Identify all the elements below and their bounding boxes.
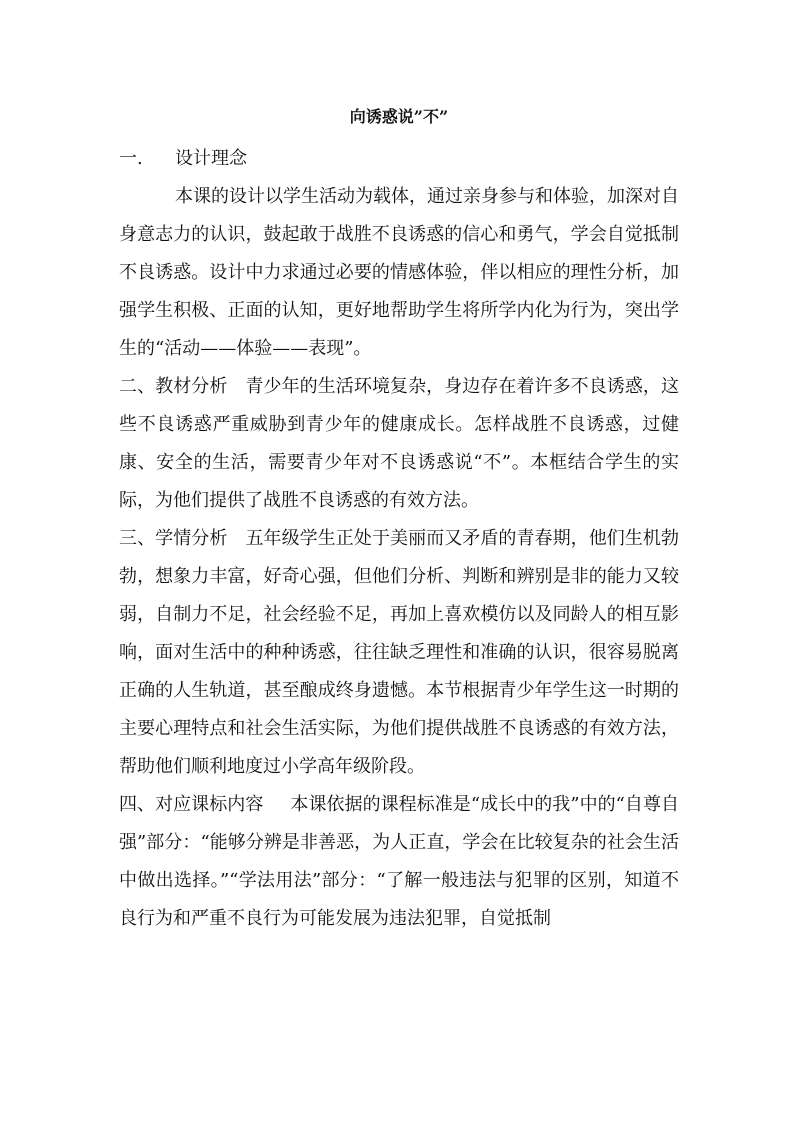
section-1-number: 一. <box>119 148 143 169</box>
section-3-body: 五年级学生正处于美丽而又矛盾的青春期，他们生机勃勃，想象力丰富，好奇心强，但他们分析、判断和辨别是非的能力又较弱，自制力不足，社会经验不足，再加上喜欢模仿以及同龄人的相互影响，面对生活中的种种诱惑，往往缺乏理性和准确的认识，很容易脱离正确的人生轨道，甚至酿成终身遗憾。本节根据青少年学生这一时期的主要心理特点和社会生活实际，为他们提供战胜不良诱惑的有效方法，帮助他们顺利地度过小学高年级阶段。 <box>119 528 680 777</box>
section-2-body: 青少年的生活环境复杂，身边存在着许多不良诱惑，这些不良诱惑严重威胁到青少年的健康成长。怎样战胜不良诱惑，过健康、安全的生活，需要青少年对不良诱惑说“不”。本框结合学生的实际，为他们提供了战胜不良诱惑的有效方法。 <box>119 376 680 511</box>
section-3-paragraph <box>119 520 679 786</box>
document-title: 向诱惑说”不” <box>349 107 449 126</box>
section-4-body: 本课依据的课程标准是“成长中的我”中的“自尊自强”部分：“能够分辨是非善恶，为人正直，学会在比较复杂的社会生活中做出选择。”“学法用法”部分：“了解一般违法与犯罪的区别，知道不良行为和严重不良行为可能发展为违法犯罪，自觉抵制 <box>119 794 679 929</box>
document-page <box>119 106 679 938</box>
section-4-paragraph <box>119 786 679 938</box>
section-4-heading: 四、对应课标内容 <box>119 794 264 815</box>
section-1-body: 本课的设计以学生活动为载体，通过亲身参与和体验，加深对自身意志力的认识，鼓起敢于战胜不良诱惑的信心和勇气，学会自觉抵制不良诱惑。设计中力求通过必要的情感体验，伴以相应的理性分析，加强学生积极、正面的认知，更好地帮助学生将所学内化为行为，突出学生的“活动——体验——表现”。 <box>119 186 679 359</box>
section-1-heading <box>119 144 679 174</box>
section-1-heading-text: 设计理念 <box>175 148 247 169</box>
section-2-paragraph <box>119 368 679 520</box>
section-3-heading: 三、学情分析 <box>119 528 228 549</box>
section-2-heading: 二、教材分析 <box>119 376 228 397</box>
